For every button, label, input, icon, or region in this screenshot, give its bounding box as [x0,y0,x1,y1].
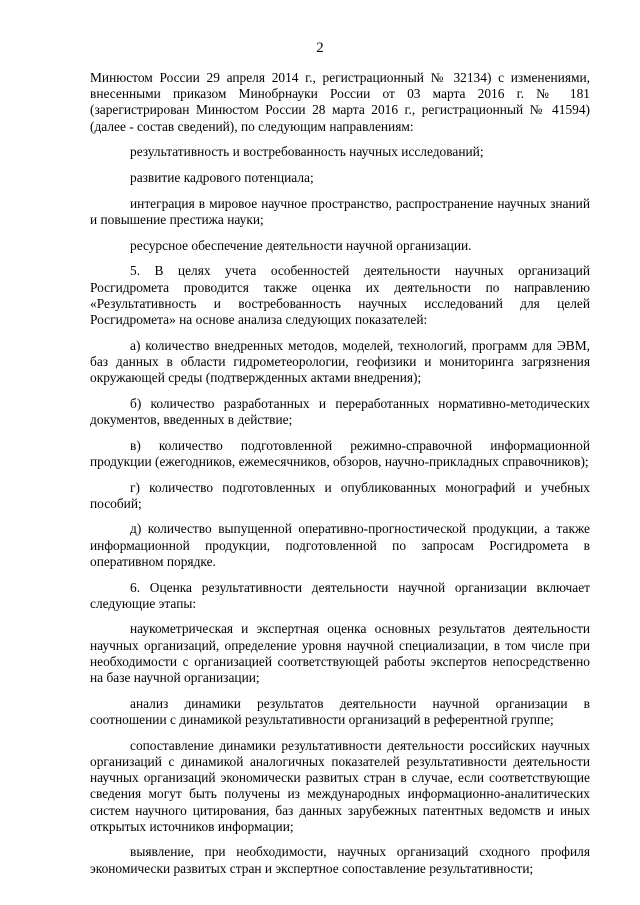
paragraph: сопоставление динамики результативности деятельности российских научных организаций с динамикой аналогичных показателей результативности деятельности научных организаций экономически развитых стран в случае, если соответствующие сведения могут быть получены из международных информационно-аналитических систем научного цитирования, баз данных зарубежных патентных ведомств и иных открытых источников информации; [90,737,590,834]
paragraph: результативность и востребованность научных исследований; [130,144,484,160]
paragraph: 6. Оценка результативности деятельности научной организации включает следующие этапы: [90,579,590,611]
paragraph: выявление, при необходимости, научных организаций сходного профиля экономически развитых стран и экспертное сопоставление результативности; [90,844,590,876]
paragraph: г) количество подготовленных и опубликованных монографий и учебных пособий; [90,479,590,511]
paragraph: интеграция в мировое научное пространство, распространение научных знаний и повышение престижа науки; [90,195,590,227]
page-number: 2 [316,40,324,56]
paragraph: развитие кадрового потенциала; [130,170,314,186]
paragraph: наукометрическая и экспертная оценка основных результатов деятельности научных организаций, определение уровня научной специализации, в том числе при необходимости с организацией соответствующей работы экспертов непосредственно на базе научной организации; [90,621,590,686]
paragraph: 5. В целях учета особенностей деятельности научных организаций Росгидромета проводится также оценка их деятельности по направлению «Результативность и востребованность научных исследований для целей Росгидромета» на основе анализа следующих показателей: [90,263,590,327]
paragraph: Минюстом России 29 апреля 2014 г., регистрационный № 32134) с изменениями, внесенными приказом Минобрнауки России от 03 марта 2016 г. № 181 (зарегистрирован Минюстом России 28 марта 2016 г., регистрационный № 41594) (далее - состав сведений), по следующим направлениям: [90,70,590,134]
paragraph: а) количество внедренных методов, моделей, технологий, программ для ЭВМ, баз данных в области гидрометеорологии, геофизики и мониторинга загрязнения окружающей среды (подтвержденных актами внедрения); [90,337,590,386]
paragraph: в) количество подготовленной режимно-справочной информационной продукции (ежегодников, ежемесячников, обзоров, научно-прикладных справочников); [90,437,590,469]
document-body [90,70,590,886]
paragraph: ресурсное обеспечение деятельности научной организации. [130,237,472,253]
paragraph: б) количество разработанных и переработанных нормативно-методических документов, введенных в действие; [90,395,590,427]
paragraph: д) количество выпущенной оперативно-прогностической продукции, а также информационной продукции, подготовленной по запросам Росгидромета в оперативном порядке. [90,521,590,569]
paragraph: анализ динамики результатов деятельности научной организации в соотношении с динамикой результативности организаций в референтной группе; [90,695,590,727]
